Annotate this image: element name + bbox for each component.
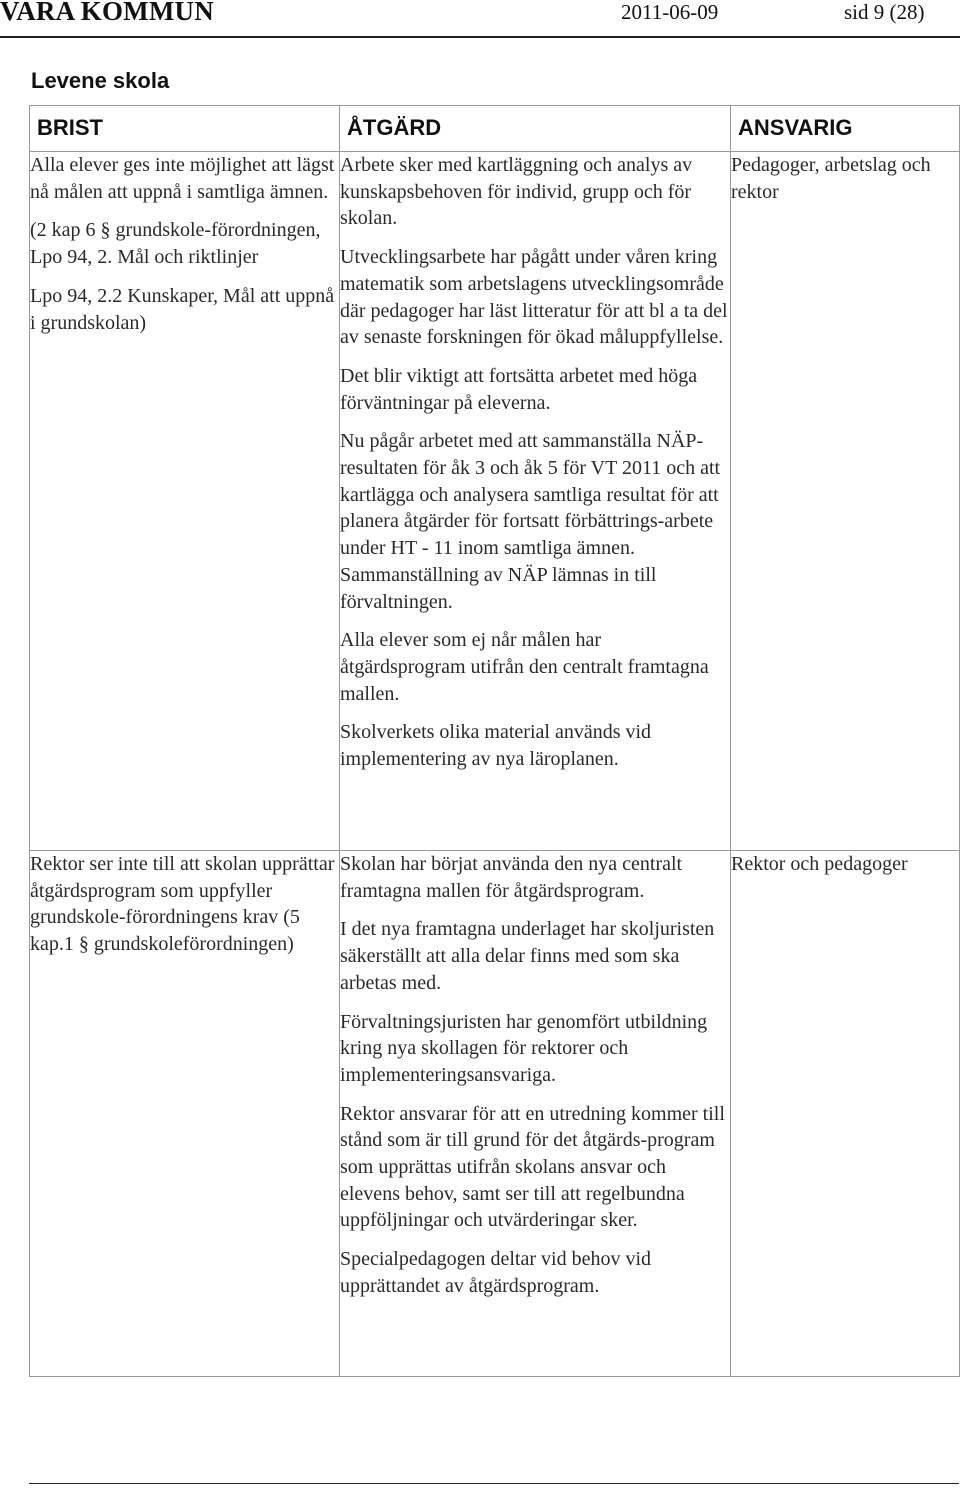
page-number: sid 9 (28)	[844, 0, 925, 24]
brist-paragraph: Alla elever ges inte möjlighet att lägst nå målen att uppnå i samtliga ämnen.	[30, 154, 335, 203]
brist-cell	[30, 152, 340, 851]
page-header	[0, 0, 960, 30]
table-row	[30, 851, 960, 1377]
column-header-atgard: ÅTGÄRD	[340, 106, 731, 152]
school-title: Levene skola	[31, 68, 170, 93]
organization-name: VARA KOMMUN	[0, 0, 214, 26]
column-header-brist: BRIST	[30, 106, 340, 152]
ansvarig-text: Pedagoger, arbetslag och rektor	[731, 154, 931, 203]
atgard-paragraph: Det blir viktigt att fortsätta arbetet med höga förväntningar på eleverna.	[340, 364, 698, 414]
atgard-paragraph: Utvecklingsarbete har pågått under våren kring matematik som arbetslagens utvecklingsområde där pedagoger har läst litteratur för att bl a ta del av senaste forskningen för ökad måluppfyllelse.	[340, 246, 728, 349]
atgard-cell	[340, 152, 731, 851]
footer-divider	[29, 1483, 959, 1484]
atgard-cell	[340, 851, 731, 1377]
atgard-paragraph: Rektor ansvarar för att en utredning kommer till stånd som är till grund för det åtgärds-program som upprättas utifrån skolans ansvar och elevens behov, samt ser till att regelbundna uppföljningar och utvärderingar sker.	[340, 1102, 725, 1232]
atgard-paragraph: Skolan har börjat använda den nya centralt framtagna mallen för åtgärdsprogram.	[340, 853, 683, 902]
ansvarig-text: Rektor och pedagoger	[731, 853, 908, 875]
table-header-row	[30, 106, 960, 152]
atgard-paragraph: Nu pågår arbetet med att sammanställa NÄP- resultaten för åk 3 och åk 5 för VT 2011 och att kartlägga och analysera samtliga resultat för att planera åtgärder för fortsatt förbättrings-arbete under HT - 11 inom samtliga ämnen. Sammanställning av NÄP lämnas in till förvaltningen.	[340, 430, 721, 613]
atgard-paragraph: Skolverkets olika material används vid implementering av nya läroplanen.	[340, 721, 652, 771]
brist-paragraph: Lpo 94, 2.2 Kunskaper, Mål att uppnå i grundskolan)	[30, 284, 335, 334]
atgard-paragraph: Förvaltningsjuristen har genomfört utbildning kring nya skollagen för rektorer och implementeringsansvariga.	[340, 1010, 708, 1086]
atgard-paragraph: Specialpedagogen deltar vid behov vid upprättandet av åtgärdsprogram.	[340, 1248, 652, 1297]
brist-paragraph: (2 kap 6 § grundskole-förordningen, Lpo 94, 2. Mål och riktlinjer	[30, 219, 321, 269]
table-row	[30, 152, 960, 851]
ansvarig-cell	[731, 851, 960, 1377]
brist-cell	[30, 851, 340, 1377]
atgard-paragraph: Alla elever som ej når målen har åtgärdsprogram utifrån den centralt framtagna mallen.	[340, 629, 709, 705]
atgard-paragraph: Arbete sker med kartläggning och analys av kunskapsbehoven för individ, grupp och för skolan.	[340, 154, 693, 230]
ansvarig-cell	[731, 152, 960, 851]
atgard-paragraph: I det nya framtagna underlaget har skoljuristen säkerställt att alla delar finns med som ska arbetas med.	[340, 918, 715, 994]
column-header-ansvarig: ANSVARIG	[731, 106, 960, 152]
brist-paragraph: Rektor ser inte till att skolan upprättar åtgärdsprogram som uppfyller grundskole-förordningens krav (5 kap.1 § grundskoleförordningen)	[30, 853, 335, 956]
action-plan-table	[29, 105, 960, 1377]
document-date: 2011-06-09	[621, 0, 719, 24]
header-divider	[0, 36, 960, 38]
